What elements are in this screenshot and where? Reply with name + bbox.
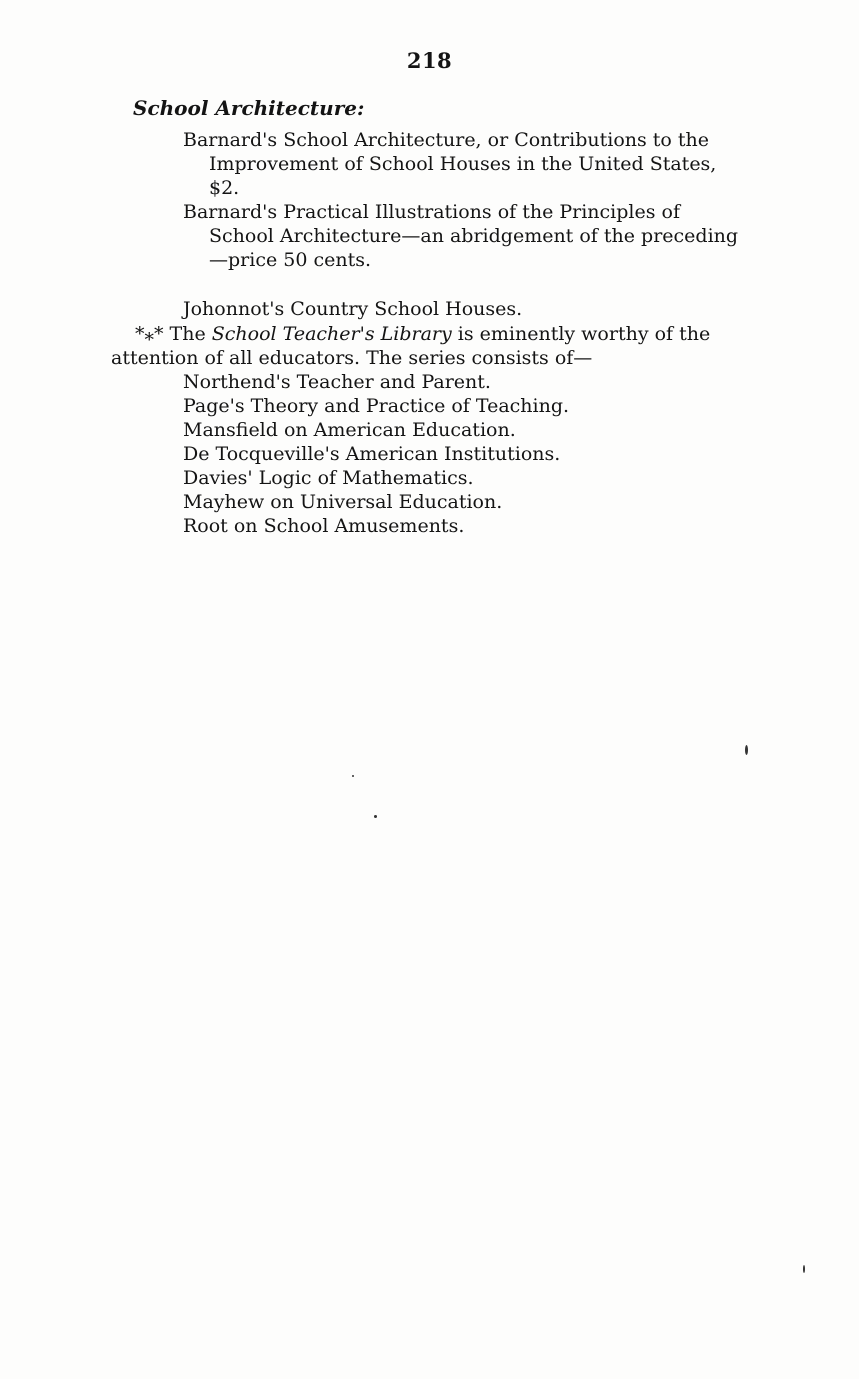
entry-line: Johonnot's Country School Houses. bbox=[183, 298, 523, 320]
ink-speck bbox=[803, 1265, 805, 1273]
book-entry-practical-illustrations bbox=[183, 200, 769, 272]
ink-speck bbox=[374, 815, 377, 818]
list-item: Davies' Logic of Mathematics. bbox=[183, 467, 474, 489]
asterism-marker: *⁎* bbox=[135, 323, 164, 345]
ink-speck bbox=[745, 745, 748, 755]
note-prefix: The bbox=[169, 323, 206, 345]
entry-line: Barnard's School Architecture, or Contributions to the bbox=[183, 129, 710, 151]
note-line-1-rest: is eminently worthy of the bbox=[457, 323, 711, 345]
list-item: Page's Theory and Practice of Teaching. bbox=[183, 395, 570, 417]
list-item: Mayhew on Universal Education. bbox=[183, 491, 503, 513]
entry-line: Improvement of School Houses in the United States, bbox=[209, 153, 717, 175]
entry-line: $2. bbox=[209, 177, 240, 199]
note-line-2: attention of all educators. The series consists of— bbox=[111, 347, 593, 369]
ink-speck bbox=[352, 775, 354, 777]
book-entry-country-school-houses bbox=[183, 297, 769, 321]
page-number: 218 bbox=[406, 48, 453, 73]
entry-line: —price 50 cents. bbox=[209, 249, 372, 271]
entry-line: School Architecture—an abridgement of the preceding bbox=[209, 225, 739, 247]
list-item: Root on School Amusements. bbox=[183, 515, 465, 537]
library-note bbox=[111, 322, 769, 370]
list-item: De Tocqueville's American Institutions. bbox=[183, 443, 561, 465]
series-list bbox=[183, 370, 569, 538]
note-line-1 bbox=[111, 322, 769, 346]
entry-line: Barnard's Practical Illustrations of the Principles of bbox=[183, 201, 681, 223]
list-item: Northend's Teacher and Parent. bbox=[183, 371, 491, 393]
book-entry-school-architecture bbox=[183, 128, 769, 200]
library-title: School Teacher's Library bbox=[211, 323, 452, 345]
list-item: Mansfield on American Education. bbox=[183, 419, 516, 441]
section-heading: School Architecture: bbox=[133, 96, 365, 120]
